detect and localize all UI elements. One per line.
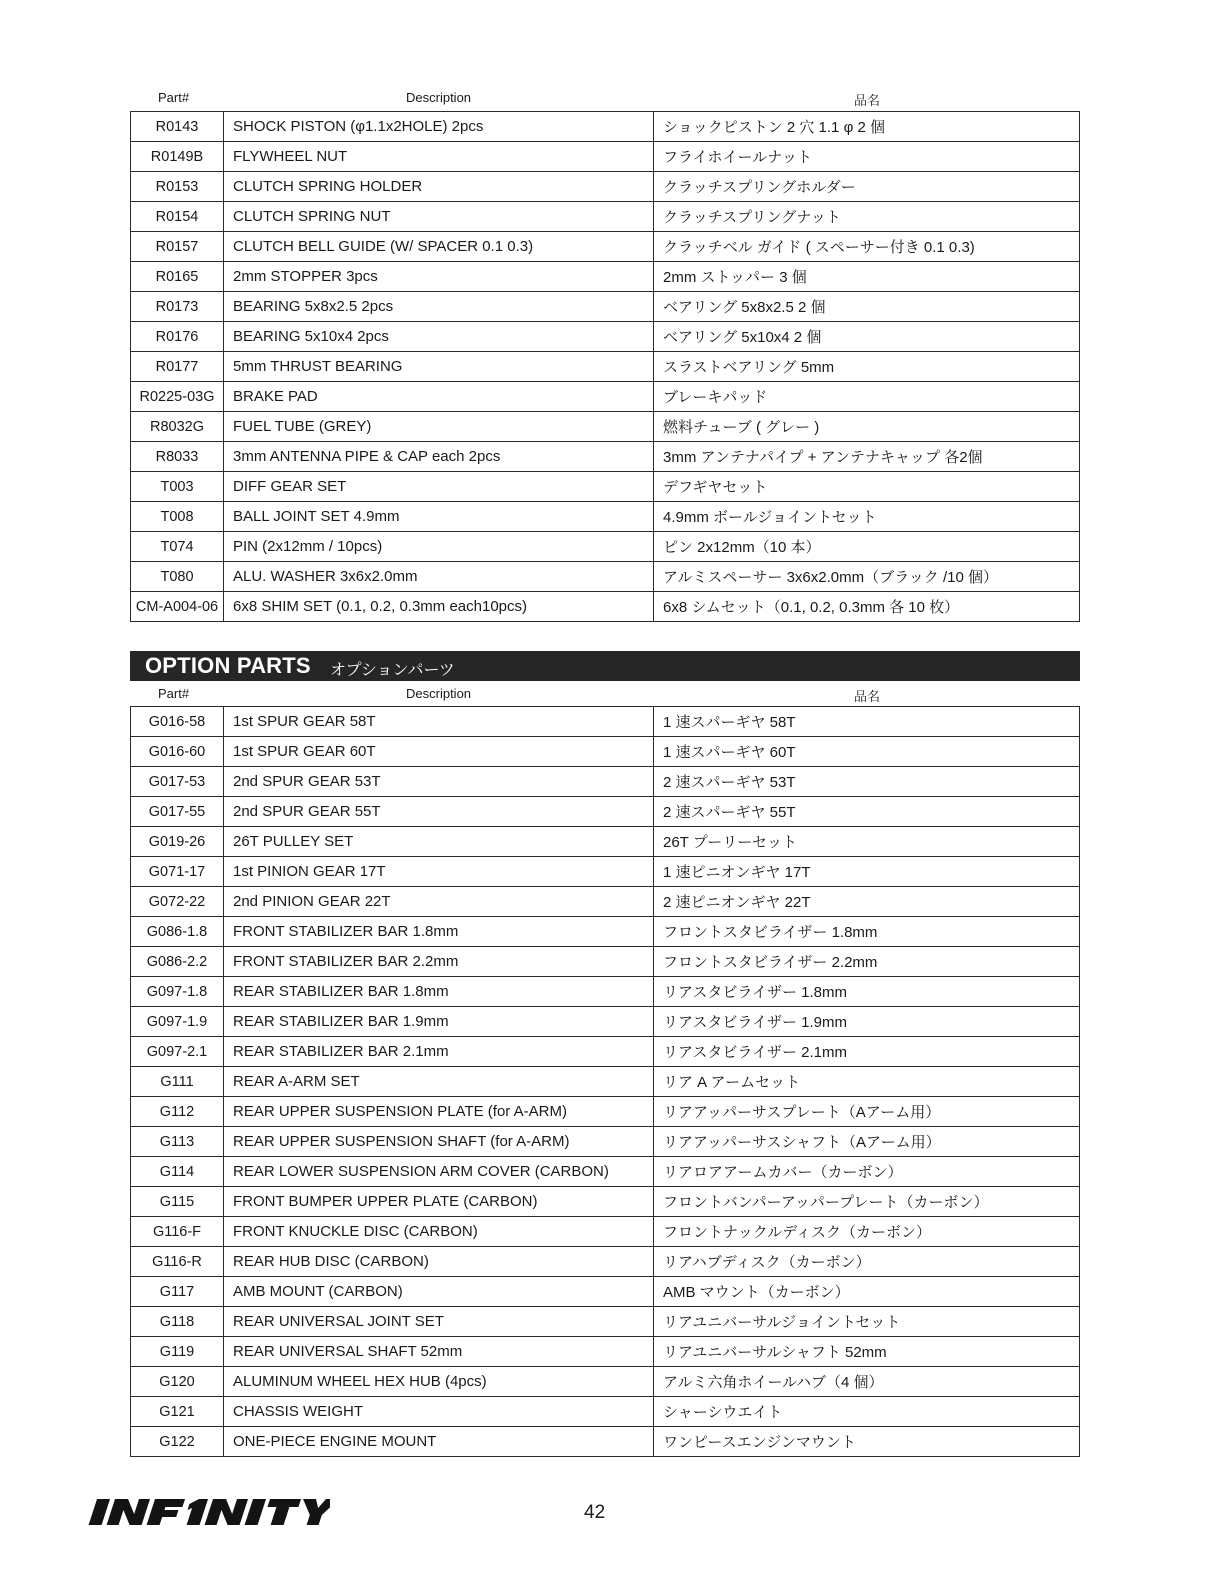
- table-row: [131, 322, 1080, 352]
- table-row: [131, 1037, 1080, 1067]
- part-name-jp: 4.9mm ボールジョイントセット: [654, 502, 1080, 532]
- part-name-jp: リアロアアームカバー（カーボン）: [654, 1157, 1080, 1187]
- part-description: BEARING 5x8x2.5 2pcs: [224, 292, 654, 322]
- part-name-jp: 3mm アンテナパイプ + アンテナキャップ 各2個: [654, 442, 1080, 472]
- table-row: [131, 502, 1080, 532]
- table-row: [131, 1097, 1080, 1127]
- table-row: [131, 1307, 1080, 1337]
- part-description: CLUTCH BELL GUIDE (W/ SPACER 0.1 0.3): [224, 232, 654, 262]
- part-name-jp: リアハブディスク（カーボン）: [654, 1247, 1080, 1277]
- table-row: [131, 1217, 1080, 1247]
- table-row: [131, 827, 1080, 857]
- part-name-jp: フロントスタビライザー 2.2mm: [654, 947, 1080, 977]
- part-name-jp: クラッチスプリングホルダー: [654, 172, 1080, 202]
- infinity-logo: [86, 1496, 330, 1528]
- part-number: G016-60: [131, 737, 224, 767]
- part-name-jp: ショックピストン 2 穴 1.1 φ 2 個: [654, 112, 1080, 142]
- col-header-jp: 品名: [854, 93, 881, 108]
- table-row: [131, 112, 1080, 142]
- table-row: [131, 202, 1080, 232]
- part-number: T080: [131, 562, 224, 592]
- part-number: R0153: [131, 172, 224, 202]
- part-number: R0143: [131, 112, 224, 142]
- part-name-jp: 1 速スパーギヤ 60T: [654, 737, 1080, 767]
- part-name-jp: リアスタビライザー 2.1mm: [654, 1037, 1080, 1067]
- part-name-jp: 1 速ピニオンギヤ 17T: [654, 857, 1080, 887]
- table-row: [131, 142, 1080, 172]
- part-number: G072-22: [131, 887, 224, 917]
- part-description: ONE-PIECE ENGINE MOUNT: [224, 1427, 654, 1457]
- part-description: FRONT STABILIZER BAR 2.2mm: [224, 947, 654, 977]
- part-name-jp: リアアッパーサスシャフト（Aアーム用）: [654, 1127, 1080, 1157]
- part-name-jp: アルミスペーサー 3x6x2.0mm（ブラック /10 個）: [654, 562, 1080, 592]
- part-number: G112: [131, 1097, 224, 1127]
- part-number: G122: [131, 1427, 224, 1457]
- table1-header: [130, 88, 1080, 108]
- part-number: G113: [131, 1127, 224, 1157]
- part-description: REAR UNIVERSAL JOINT SET: [224, 1307, 654, 1337]
- col-header-jp: 品名: [854, 689, 881, 704]
- table-row: [131, 1427, 1080, 1457]
- part-name-jp: 2 速スパーギヤ 53T: [654, 767, 1080, 797]
- part-name-jp: リア A アームセット: [654, 1067, 1080, 1097]
- part-number: G121: [131, 1397, 224, 1427]
- part-description: 2nd SPUR GEAR 53T: [224, 767, 654, 797]
- col-header-description: Description: [406, 686, 472, 701]
- part-description: PIN (2x12mm / 10pcs): [224, 532, 654, 562]
- part-description: ALU. WASHER 3x6x2.0mm: [224, 562, 654, 592]
- part-name-jp: AMB マウント（カーボン）: [654, 1277, 1080, 1307]
- table-row: [131, 1127, 1080, 1157]
- part-number: R0225-03G: [131, 382, 224, 412]
- part-number: R0176: [131, 322, 224, 352]
- part-number: G119: [131, 1337, 224, 1367]
- part-description: REAR HUB DISC (CARBON): [224, 1247, 654, 1277]
- part-description: REAR UPPER SUSPENSION SHAFT (for A-ARM): [224, 1127, 654, 1157]
- part-name-jp: リアユニバーサルシャフト 52mm: [654, 1337, 1080, 1367]
- part-description: FRONT BUMPER UPPER PLATE (CARBON): [224, 1187, 654, 1217]
- table-row: [131, 977, 1080, 1007]
- table-row: [131, 292, 1080, 322]
- part-number: R0177: [131, 352, 224, 382]
- part-description: FLYWHEEL NUT: [224, 142, 654, 172]
- col-header-part: Part#: [158, 90, 190, 105]
- part-description: 1st SPUR GEAR 60T: [224, 737, 654, 767]
- part-name-jp: スラストベアリング 5mm: [654, 352, 1080, 382]
- part-number: R0149B: [131, 142, 224, 172]
- part-name-jp: 2 速ピニオンギヤ 22T: [654, 887, 1080, 917]
- part-name-jp: 2 速スパーギヤ 55T: [654, 797, 1080, 827]
- part-number: G086-2.2: [131, 947, 224, 977]
- part-number: T074: [131, 532, 224, 562]
- table-row: [131, 472, 1080, 502]
- part-description: 5mm THRUST BEARING: [224, 352, 654, 382]
- page-number: 42: [584, 1502, 606, 1523]
- part-name-jp: デフギヤセット: [654, 472, 1080, 502]
- table-row: [131, 592, 1080, 622]
- part-number: G086-1.8: [131, 917, 224, 947]
- part-number: G016-58: [131, 707, 224, 737]
- part-number: G117: [131, 1277, 224, 1307]
- table-row: [131, 562, 1080, 592]
- part-number: T003: [131, 472, 224, 502]
- part-number: G019-26: [131, 827, 224, 857]
- table-row: [131, 1367, 1080, 1397]
- part-description: BRAKE PAD: [224, 382, 654, 412]
- part-number: T008: [131, 502, 224, 532]
- part-description: 6x8 SHIM SET (0.1, 0.2, 0.3mm each10pcs): [224, 592, 654, 622]
- part-name-jp: シャーシウエイト: [654, 1397, 1080, 1427]
- part-number: R8032G: [131, 412, 224, 442]
- part-description: REAR UNIVERSAL SHAFT 52mm: [224, 1337, 654, 1367]
- part-description: REAR STABILIZER BAR 1.9mm: [224, 1007, 654, 1037]
- part-number: G111: [131, 1067, 224, 1097]
- col-header-description: Description: [406, 90, 472, 105]
- table-row: [131, 857, 1080, 887]
- part-description: AMB MOUNT (CARBON): [224, 1277, 654, 1307]
- part-name-jp: フロントナックルディスク（カーボン）: [654, 1217, 1080, 1247]
- part-name-jp: ベアリング 5x10x4 2 個: [654, 322, 1080, 352]
- part-name-jp: フロントスタビライザー 1.8mm: [654, 917, 1080, 947]
- part-number: G017-55: [131, 797, 224, 827]
- part-name-jp: フロントバンパーアッパープレート（カーボン）: [654, 1187, 1080, 1217]
- part-description: DIFF GEAR SET: [224, 472, 654, 502]
- table-row: [131, 442, 1080, 472]
- part-number: G118: [131, 1307, 224, 1337]
- part-name-jp: リアアッパーサスプレート（Aアーム用）: [654, 1097, 1080, 1127]
- part-number: G120: [131, 1367, 224, 1397]
- table-row: [131, 1397, 1080, 1427]
- part-description: ALUMINUM WHEEL HEX HUB (4pcs): [224, 1367, 654, 1397]
- part-name-jp: フライホイールナット: [654, 142, 1080, 172]
- table-row: [131, 352, 1080, 382]
- part-name-jp: リアスタビライザー 1.9mm: [654, 1007, 1080, 1037]
- part-name-jp: 燃料チューブ ( グレー ): [654, 412, 1080, 442]
- part-description: FRONT STABILIZER BAR 1.8mm: [224, 917, 654, 947]
- part-name-jp: リアスタビライザー 1.8mm: [654, 977, 1080, 1007]
- part-name-jp: クラッチスプリングナット: [654, 202, 1080, 232]
- part-name-jp: リアユニバーサルジョイントセット: [654, 1307, 1080, 1337]
- table-row: [131, 1157, 1080, 1187]
- part-description: CLUTCH SPRING NUT: [224, 202, 654, 232]
- part-description: FRONT KNUCKLE DISC (CARBON): [224, 1217, 654, 1247]
- part-number: G116-R: [131, 1247, 224, 1277]
- table-row: [131, 1187, 1080, 1217]
- table-row: [131, 737, 1080, 767]
- part-name-jp: ブレーキパッド: [654, 382, 1080, 412]
- table-row: [131, 1007, 1080, 1037]
- part-number: G116-F: [131, 1217, 224, 1247]
- parts-table: [130, 111, 1080, 622]
- part-description: REAR STABILIZER BAR 1.8mm: [224, 977, 654, 1007]
- part-description: 2nd PINION GEAR 22T: [224, 887, 654, 917]
- part-name-jp: ピン 2x12mm（10 本）: [654, 532, 1080, 562]
- part-name-jp: 26T プーリーセット: [654, 827, 1080, 857]
- part-description: REAR UPPER SUSPENSION PLATE (for A-ARM): [224, 1097, 654, 1127]
- part-description: FUEL TUBE (GREY): [224, 412, 654, 442]
- table-row: [131, 1067, 1080, 1097]
- part-number: G114: [131, 1157, 224, 1187]
- part-number: R0165: [131, 262, 224, 292]
- part-name-jp: ワンピースエンジンマウント: [654, 1427, 1080, 1457]
- table-row: [131, 232, 1080, 262]
- section-title: OPTION PARTS: [145, 653, 311, 678]
- part-number: G097-2.1: [131, 1037, 224, 1067]
- part-number: G115: [131, 1187, 224, 1217]
- table-row: [131, 917, 1080, 947]
- table-row: [131, 767, 1080, 797]
- part-description: 3mm ANTENNA PIPE & CAP each 2pcs: [224, 442, 654, 472]
- part-name-jp: 1 速スパーギヤ 58T: [654, 707, 1080, 737]
- part-description: REAR A-ARM SET: [224, 1067, 654, 1097]
- table-row: [131, 532, 1080, 562]
- part-description: 1st SPUR GEAR 58T: [224, 707, 654, 737]
- part-number: CM-A004-06: [131, 592, 224, 622]
- option-parts-banner: [130, 651, 1080, 681]
- table-row: [131, 707, 1080, 737]
- part-description: CLUTCH SPRING HOLDER: [224, 172, 654, 202]
- part-number: G017-53: [131, 767, 224, 797]
- part-number: G071-17: [131, 857, 224, 887]
- table-row: [131, 1277, 1080, 1307]
- part-description: SHOCK PISTON (φ1.1x2HOLE) 2pcs: [224, 112, 654, 142]
- table-row: [131, 887, 1080, 917]
- part-name-jp: 2mm ストッパー 3 個: [654, 262, 1080, 292]
- part-description: 1st PINION GEAR 17T: [224, 857, 654, 887]
- part-number: R0173: [131, 292, 224, 322]
- table-row: [131, 262, 1080, 292]
- part-name-jp: クラッチベル ガイド ( スペーサー付き 0.1 0.3): [654, 232, 1080, 262]
- part-name-jp: ベアリング 5x8x2.5 2 個: [654, 292, 1080, 322]
- part-number: G097-1.8: [131, 977, 224, 1007]
- table-row: [131, 1247, 1080, 1277]
- part-number: R0157: [131, 232, 224, 262]
- part-name-jp: 6x8 シムセット（0.1, 0.2, 0.3mm 各 10 枚）: [654, 592, 1080, 622]
- part-name-jp: アルミ六角ホイールハブ（4 個）: [654, 1367, 1080, 1397]
- col-header-part: Part#: [158, 686, 190, 701]
- part-description: BEARING 5x10x4 2pcs: [224, 322, 654, 352]
- table-row: [131, 412, 1080, 442]
- part-description: REAR LOWER SUSPENSION ARM COVER (CARBON): [224, 1157, 654, 1187]
- table-row: [131, 382, 1080, 412]
- part-description: BALL JOINT SET 4.9mm: [224, 502, 654, 532]
- part-number: R0154: [131, 202, 224, 232]
- table-row: [131, 797, 1080, 827]
- section-title-jp: オプションパーツ: [330, 662, 455, 679]
- option-parts-table: [130, 706, 1080, 1457]
- table2-header: [130, 684, 1080, 704]
- table-row: [131, 947, 1080, 977]
- table-row: [131, 172, 1080, 202]
- part-description: 26T PULLEY SET: [224, 827, 654, 857]
- part-description: 2mm STOPPER 3pcs: [224, 262, 654, 292]
- part-description: 2nd SPUR GEAR 55T: [224, 797, 654, 827]
- part-number: G097-1.9: [131, 1007, 224, 1037]
- part-description: REAR STABILIZER BAR 2.1mm: [224, 1037, 654, 1067]
- table-row: [131, 1337, 1080, 1367]
- part-number: R8033: [131, 442, 224, 472]
- part-description: CHASSIS WEIGHT: [224, 1397, 654, 1427]
